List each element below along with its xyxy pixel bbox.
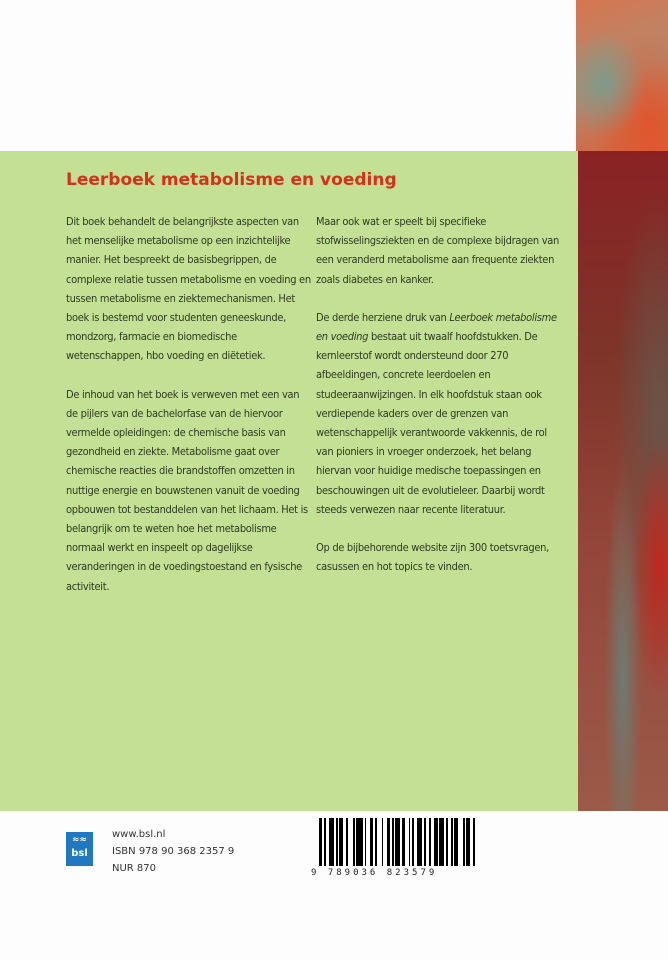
barcode-bar (356, 818, 363, 866)
barcode-bars (311, 818, 574, 866)
cover-art-top (576, 0, 668, 151)
paragraph: Maar ook wat er speelt bij specifieke stofwisselingsziekten en de complexe bijdragen van een veranderd metabolisme aan frequente ziekten zoals diabetes en kanker. (316, 215, 560, 286)
paragraph (316, 308, 561, 519)
barcode-space (475, 818, 477, 866)
text-column-right (316, 212, 561, 595)
paragraph: Op de bijbehorende website zijn 300 toetsvragen, casussen en hot topics te vinden. (316, 541, 549, 574)
publisher-logo (66, 832, 93, 866)
book-title-italic: Leerboek metabolisme en voeding (316, 310, 557, 344)
publisher-info (112, 826, 234, 877)
text: bestaat uit twaalf hoofdstukken. De kernleerstof wordt ondersteund door 270 afbeeldingen, concrete leerdoelen en studeeraanwijzingen. In elk hoofdstuk staan ook verdiepende kaders over de grenzen van wetenschappelijk verantwoorde vakkennis, de rol van pioniers in vroeger onderzoek, het belang hiervan voor huidige medische toepassingen en beschouwingen uit de evolutieleer. Daarbij wordt steeds verwezen naar recente literatuur. (316, 330, 547, 516)
text-column-left (66, 212, 311, 615)
book-title: Leerboek metabolisme en voeding (66, 170, 397, 190)
barcode-digits: 9 789036 823579 (311, 868, 438, 878)
nur-code: NUR 870 (112, 863, 157, 874)
website-link[interactable]: www.bsl.nl (112, 829, 166, 840)
barcode (311, 818, 574, 876)
paragraph: De inhoud van het boek is verweven met een van de pijlers van de bachelorfase van de hiervoor vermelde opleidingen: de chemische basis van gezondheid en ziekte. Metabolisme gaat over chemische reacties die brandstoffen omzetten in nuttige energie en bouwstenen vanuit de voeding opbouwen tot bestanddelen van het lichaam. Het is belangrijk om te weten hoe het metabolisme normaal werkt en inspeelt op dagelijkse veranderingen in de voedingstoestand en fysische activiteit. (66, 387, 308, 593)
steam-icon: ≈≈ (71, 835, 88, 845)
text: De derde herziene druk van (316, 310, 450, 324)
paragraph: Dit boek behandelt de belangrijkste aspecten van het menselijke metabolisme op een inzichtelijke manier. Het bespreekt de basisbegrippen, de complexe relatie tussen metabolisme en voeding en tussen metabolisme en ziektemechanismen. Het boek is bestemd voor studenten geneeskunde, mondzorg, farmacie en biomedische wetenschappen, hbo voeding en diëtetiek. (66, 215, 311, 363)
isbn: ISBN 978 90 368 2357 9 (112, 846, 235, 857)
logo-text: bsl (71, 848, 88, 859)
cover-art-strip (578, 151, 668, 811)
